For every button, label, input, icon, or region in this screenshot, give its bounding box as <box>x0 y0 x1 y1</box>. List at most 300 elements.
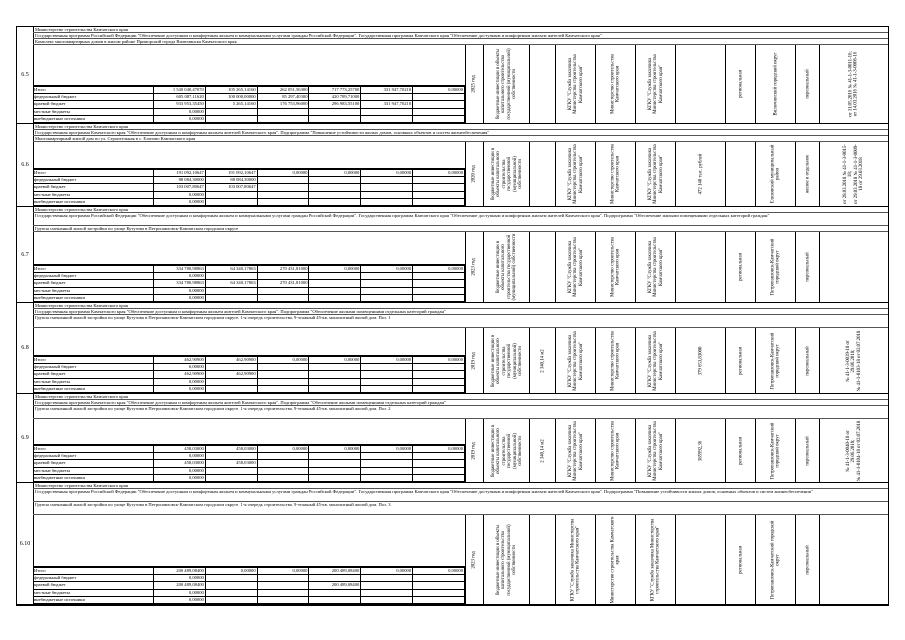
attribute-cell <box>465 45 481 123</box>
amount-cell <box>205 385 257 392</box>
attribute-cell <box>529 142 555 206</box>
amount-cell <box>309 294 361 301</box>
attribute-cell <box>529 515 555 604</box>
row-number: 6.5 <box>17 27 34 123</box>
attribute-text: КГКУ "Служба заказчика Министерства строительства Камчатского края" <box>647 144 664 204</box>
attribute-cell <box>755 515 795 604</box>
amount-cell: 0,00000 <box>205 567 257 574</box>
attribute-text: Петропавловск-Камчатский городской округ <box>770 238 781 296</box>
amount-cell: 0,00000 <box>413 86 465 93</box>
source-label: Итого <box>33 265 154 272</box>
amount-cell <box>257 273 309 280</box>
amount-cell <box>413 101 465 108</box>
source-label: местные бюджеты <box>33 467 154 474</box>
amount-cell: 462,90900 <box>154 356 206 363</box>
amount-cell: 0,00000 <box>257 567 309 574</box>
amount-cell <box>257 474 309 481</box>
attribute-text: Петропавловск-Камчатский городской округ <box>770 422 781 479</box>
table-row <box>33 445 465 452</box>
amount-cell <box>309 184 361 191</box>
amount-cell <box>309 467 361 474</box>
amount-cell <box>413 385 465 392</box>
attribute-cell <box>675 328 725 393</box>
amount-cell: 331 947,70210 <box>361 86 413 93</box>
amount-cell <box>361 460 413 467</box>
table-row <box>33 177 465 184</box>
amount-cell: 1 540 040,47070 <box>154 86 206 93</box>
amount-cell <box>413 589 465 596</box>
attribute-text: КГКУ "Служба заказчика Министерства строительства Камчатского края" <box>650 518 661 601</box>
table-row <box>33 582 465 589</box>
amount-cell <box>361 364 413 371</box>
amount-cell: 5 265,14160 <box>205 101 257 108</box>
amount-cell <box>309 596 361 603</box>
source-label: Итого <box>33 169 154 176</box>
table-row <box>33 596 465 603</box>
attribute-text: персональный <box>804 252 810 282</box>
amount-cell <box>257 575 309 582</box>
attribute-cell <box>529 328 555 393</box>
amount-cell: 270 431,81000 <box>257 265 309 272</box>
amount-cell <box>309 575 361 582</box>
attribute-text: бюджетные инвестиции в объекты капитального строительства государственной (муниципальной) собственности <box>490 424 523 477</box>
attribute-cell <box>529 419 555 482</box>
amount-cell: 200 489,08400 <box>154 582 206 589</box>
attribute-cell <box>595 142 635 206</box>
amount-cell: 933 953,35450 <box>154 101 206 108</box>
attribute-text: персональный <box>804 544 810 575</box>
ministry-label: Министерство строительства Камчатского края <box>33 483 888 489</box>
amount-cell: 0,00000 <box>361 567 413 574</box>
amount-cell: 176 753,96000 <box>257 101 309 108</box>
attribute-cell <box>465 419 481 482</box>
amount-cell: 462,90900 <box>205 371 257 378</box>
amount-cell: 0,00000 <box>154 467 206 474</box>
attribute-text: 2 340,14 м2 <box>539 438 545 463</box>
attribute-text: КГКУ "Служба заказчика Министерства строительства Камчатского края" <box>647 237 664 297</box>
attribute-cell <box>725 419 755 482</box>
amount-cell <box>257 385 309 392</box>
amount-cell <box>309 474 361 481</box>
table-row <box>33 364 465 371</box>
amount-cell <box>257 460 309 467</box>
attribute-cell <box>819 232 888 302</box>
source-label: краевой бюджет <box>33 582 154 589</box>
program-label: Государственная программа Российской Федерации "Обеспечение доступным и комфортным жильем и коммунальными услугами граждан Российской Федерации". Государственная программа Камчатского края "Обеспечение доступным и комфортным жильем жителей Камчатского края". Подпрограмма "Обеспечение жилыми помещениями отдельных категорий граждан" <box>33 213 888 226</box>
amount-cell: 0,00000 <box>257 169 309 176</box>
amount-cell <box>413 184 465 191</box>
amount-cell: 420 789,71000 <box>309 94 361 101</box>
attribute-text: от 11.05.2016 № 41-1-3-0011-16; от 14.03.2016 № 41-1-3-0006-16 <box>848 51 859 117</box>
table-row <box>33 460 465 467</box>
amount-cell: 462,90900 <box>205 356 257 363</box>
ministry-label: Министерство строительства Камчатского края <box>33 27 888 33</box>
amount-cell <box>361 474 413 481</box>
attribute-cell <box>465 142 481 206</box>
source-label: внебюджетные источники <box>33 294 154 301</box>
amount-cell <box>413 364 465 371</box>
amount-cell: 0,00000 <box>257 445 309 452</box>
attribute-text: персональный <box>804 69 810 99</box>
table-row <box>33 115 465 122</box>
amount-cell <box>205 575 257 582</box>
row-number: 6.10 <box>17 483 34 604</box>
attribute-cell <box>675 232 725 302</box>
attribute-cell <box>529 232 555 302</box>
amount-cell <box>309 453 361 460</box>
table-row <box>33 184 465 191</box>
amount-cell: 0,00000 <box>154 364 206 371</box>
amount-cell <box>413 94 465 101</box>
finance-table <box>33 355 465 393</box>
amount-cell <box>413 467 465 474</box>
amount-cell <box>413 582 465 589</box>
attribute-cell <box>465 328 481 393</box>
amount-cell <box>205 453 257 460</box>
source-label: федеральный бюджет <box>33 575 154 582</box>
source-label: федеральный бюджет <box>33 94 154 101</box>
amount-cell <box>361 385 413 392</box>
amount-cell: 0,00000 <box>413 265 465 272</box>
amount-cell <box>361 108 413 115</box>
attribute-cell <box>595 328 635 393</box>
amount-cell <box>361 198 413 205</box>
amount-cell: 191 092,10647 <box>154 169 206 176</box>
attribute-text: КГКУ "Служба заказчика Министерства строительства Камчатского края" <box>647 54 664 114</box>
attribute-cell <box>635 328 675 393</box>
amount-cell <box>361 371 413 378</box>
amount-cell: 0,00000 <box>361 445 413 452</box>
attribute-cell <box>555 419 595 482</box>
attribute-cell <box>819 515 888 604</box>
source-label: федеральный бюджет <box>33 453 154 460</box>
amount-cell <box>309 364 361 371</box>
amount-cell <box>361 191 413 198</box>
amount-cell <box>361 467 413 474</box>
amount-cell <box>309 589 361 596</box>
attribute-cell <box>483 142 529 206</box>
amount-cell: 0,00000 <box>154 191 206 198</box>
object-label: Комплекс многоквартирных домов в жилом районе Приморский города Вилючинска Камчатского края <box>33 39 888 45</box>
row-number: 6.8 <box>17 303 34 393</box>
amount-cell: 458,03000 <box>154 445 206 452</box>
attribute-text: КГКУ "Служба заказчика Министерства строительства Камчатского края" <box>567 54 584 114</box>
attribute-text: 2019 год <box>470 441 476 460</box>
amount-cell <box>413 287 465 294</box>
attribute-cell <box>465 232 481 302</box>
amount-cell <box>361 294 413 301</box>
amount-cell <box>205 582 257 589</box>
attribute-cell <box>555 515 595 604</box>
attribute-text: 2025 год <box>470 75 476 93</box>
attribute-text: жилое и отдельное <box>804 154 810 194</box>
amount-cell: 0,00000 <box>309 169 361 176</box>
attribute-text: Министерство строительства Камчатского края <box>610 420 621 481</box>
amount-cell <box>361 184 413 191</box>
table-row <box>33 108 465 115</box>
amount-cell: 0,00000 <box>309 265 361 272</box>
amount-cell <box>309 115 361 122</box>
amount-cell: 103 007,80647 <box>205 184 257 191</box>
amount-cell: 103 007,80647 <box>154 184 206 191</box>
amount-cell <box>361 596 413 603</box>
amount-cell <box>361 589 413 596</box>
amount-cell <box>309 378 361 385</box>
amount-cell <box>257 589 309 596</box>
source-label: краевой бюджет <box>33 460 154 467</box>
amount-cell <box>309 191 361 198</box>
table-row <box>33 575 465 582</box>
attribute-cell <box>555 45 595 123</box>
amount-cell <box>257 596 309 603</box>
attribute-cell <box>755 45 795 123</box>
amount-cell <box>413 575 465 582</box>
table-section <box>17 394 888 483</box>
amount-cell: 88 084,30000 <box>154 177 206 184</box>
source-label: внебюджетные источники <box>33 115 154 122</box>
table-row <box>33 385 465 392</box>
attribute-cell <box>595 232 635 302</box>
amount-cell <box>413 177 465 184</box>
amount-cell <box>205 198 257 205</box>
amount-cell <box>413 474 465 481</box>
amount-cell <box>257 177 309 184</box>
amount-cell <box>257 467 309 474</box>
table-section <box>17 207 888 303</box>
attribute-cell <box>675 419 725 482</box>
amount-cell: 458,03000 <box>205 460 257 467</box>
amount-cell: 331 947,70210 <box>361 101 413 108</box>
attribute-text: региональная <box>737 253 743 281</box>
attribute-text: Министерство строительства Камчатского края <box>610 144 621 204</box>
amount-cell <box>257 294 309 301</box>
amount-cell: 0,00000 <box>413 445 465 452</box>
source-label: федеральный бюджет <box>33 273 154 280</box>
program-label: Государственная программа Российской Федерации "Обеспечение доступным и комфортным жильем и коммунальными услугами граждан Российской Федерации". Государственная программа Камчатского края "Обеспечение доступным и комфортным жильем жителей Камчатского края" <box>33 33 888 39</box>
source-label: местные бюджеты <box>33 191 154 198</box>
amount-cell: 0,00000 <box>361 265 413 272</box>
attribute-cell <box>725 232 755 302</box>
source-label: краевой бюджет <box>33 184 154 191</box>
amount-cell: 0,00000 <box>154 198 206 205</box>
amount-cell <box>413 378 465 385</box>
attribute-cell <box>725 515 755 604</box>
amount-cell: 88 084,30000 <box>205 177 257 184</box>
table-row <box>33 265 465 272</box>
attribute-cell <box>483 45 529 123</box>
amount-cell: 200 489,08400 <box>154 567 206 574</box>
source-label: внебюджетные источники <box>33 596 154 603</box>
table-row <box>33 356 465 363</box>
amount-cell: 270 431,81000 <box>257 280 309 287</box>
attribute-text: 2020 год <box>470 165 476 183</box>
attribute-cell <box>795 232 819 302</box>
attribute-text: Министерство строительства Камчатского края <box>610 330 621 391</box>
attribute-text: бюджетные инвестиции в объекты капитального строительства государственной (муниципальной) собственности <box>490 334 523 387</box>
amount-cell: 0,00000 <box>154 273 206 280</box>
table-row <box>33 86 465 93</box>
amount-cell: 334 780,98863 <box>154 280 206 287</box>
attribute-cell <box>483 328 529 393</box>
attribute-cell <box>755 328 795 393</box>
object-label: Группа смешанной жилой застройки по улице Кутузова в Петропавловск-Камчатском городском округе. 1-я очередь строительства. 9-этажный 45-кв. монолитный жилой дом. Поз. 3 <box>33 502 888 515</box>
amount-cell: 105 265,14160 <box>205 86 257 93</box>
amount-cell: 0,00000 <box>154 378 206 385</box>
table-row <box>33 467 465 474</box>
attribute-text: Министерство строительства Камчатского края <box>610 237 621 297</box>
amount-cell <box>205 589 257 596</box>
table-row <box>33 101 465 108</box>
amount-cell <box>257 287 309 294</box>
amount-cell: 717 773,25700 <box>309 86 361 93</box>
amount-cell <box>257 371 309 378</box>
table-row <box>33 273 465 280</box>
attribute-cell <box>755 232 795 302</box>
amount-cell: 200 489,08400 <box>309 582 361 589</box>
table-row <box>33 280 465 287</box>
attribute-cell <box>595 515 635 604</box>
attribute-text: КГКУ "Служба заказчика Министерства строительства Камчатского края" <box>567 420 584 481</box>
attribute-cell <box>819 45 888 123</box>
program-label: Государственная программа Российской Федерации "Обеспечение доступным и комфортным жильем и коммунальными услугами граждан Российской Федерации". Государственная программа Камчатского края "Обеспечение доступным и комфортным жильем жителей Камчатского края". Подпрограмма "Повышение устойчивости жилых домов, основных объектов и систем жизнеобеспечения" <box>33 489 888 502</box>
amount-cell <box>361 453 413 460</box>
amount-cell <box>413 371 465 378</box>
attribute-cell <box>555 142 595 206</box>
amount-cell <box>309 385 361 392</box>
amount-cell <box>413 596 465 603</box>
row-number: 6.9 <box>17 394 34 482</box>
attribute-text: бюджетные инвестиции в объекты капитального строительства государственной (муниципальной) собственности <box>490 147 523 201</box>
attribute-cell <box>795 515 819 604</box>
source-label: краевой бюджет <box>33 371 154 378</box>
amount-cell: 0,00000 <box>154 575 206 582</box>
amount-cell: 0,00000 <box>154 596 206 603</box>
amount-cell <box>361 287 413 294</box>
table-row <box>33 94 465 101</box>
attribute-text: Петропавловск-Камчатский городской округ <box>770 332 781 389</box>
source-label: Итого <box>33 567 154 574</box>
finance-table <box>33 264 465 302</box>
attribute-cell <box>819 419 888 482</box>
attribute-text: 379 653,83000 <box>697 346 703 375</box>
amount-cell <box>361 378 413 385</box>
attribute-cell <box>675 45 725 123</box>
amount-cell: 85 297,40300 <box>257 94 309 101</box>
attribute-text: бюджетные инвестиции в объекты капитального строительства государственной (муниципальной) собственности <box>495 233 517 301</box>
attribute-cell <box>725 45 755 123</box>
row-number: 6.6 <box>17 124 34 206</box>
attribute-text: региональная <box>737 70 743 98</box>
attribute-cell <box>675 142 725 206</box>
amount-cell <box>257 108 309 115</box>
source-label: Итого <box>33 86 154 93</box>
attribute-cell <box>465 515 481 604</box>
amount-cell <box>309 198 361 205</box>
amount-cell <box>309 280 361 287</box>
table-row <box>33 287 465 294</box>
amount-cell <box>205 287 257 294</box>
attribute-cell <box>635 419 675 482</box>
attribute-cell <box>795 45 819 123</box>
attribute-cell <box>529 45 555 123</box>
amount-cell <box>205 364 257 371</box>
table-row <box>33 453 465 460</box>
source-label: Итого <box>33 356 154 363</box>
amount-cell <box>361 280 413 287</box>
attribute-text: КГКУ "Служба заказчика Министерства строительства Камчатского края" <box>567 237 584 297</box>
finance-table <box>33 168 465 206</box>
amount-cell <box>361 177 413 184</box>
amount-cell <box>413 191 465 198</box>
amount-cell: 0,00000 <box>361 356 413 363</box>
attribute-cell <box>795 419 819 482</box>
table-row <box>33 378 465 385</box>
amount-cell: 0,00000 <box>154 115 206 122</box>
amount-cell <box>257 364 309 371</box>
amount-cell <box>257 191 309 198</box>
source-label: местные бюджеты <box>33 287 154 294</box>
source-label: местные бюджеты <box>33 378 154 385</box>
source-label: внебюджетные источники <box>33 198 154 205</box>
amount-cell <box>257 378 309 385</box>
attribute-text: Министерство строительства Камчатского края <box>610 54 621 114</box>
attribute-text: КГКУ "Служба заказчика Министерства строительства Камчатского края" <box>567 144 584 204</box>
table-row <box>33 567 465 574</box>
attribute-text: КГКУ "Служба заказчика Министерства строительства Камчатского края" <box>567 330 584 391</box>
attribute-cell <box>819 142 888 206</box>
amount-cell <box>413 453 465 460</box>
attribute-text: бюджетные инвестиции в объекты капитального строительства государственной (муниципальной) собственности <box>495 48 517 120</box>
amount-cell <box>413 280 465 287</box>
table-row <box>33 191 465 198</box>
table-row <box>33 589 465 596</box>
object-label: Группа смешанной жилой застройки по улице Кутузова в Петропавловск-Камчатском городском округе. 1-я очередь строительства. 9-этажный 45-кв. монолитный жилой дом. Поз. 2 <box>33 406 888 419</box>
amount-cell <box>257 184 309 191</box>
attribute-cell <box>555 328 595 393</box>
source-label: Итого <box>33 445 154 452</box>
amount-cell: 64 340,17863 <box>205 280 257 287</box>
attribute-text: региональная <box>737 346 743 375</box>
attribute-cell <box>795 328 819 393</box>
amount-cell: 0,00000 <box>309 356 361 363</box>
amount-cell: 605 087,11620 <box>154 94 206 101</box>
attribute-cell <box>675 515 725 604</box>
amount-cell: 0,00000 <box>154 294 206 301</box>
source-label: краевой бюджет <box>33 280 154 287</box>
source-label: краевой бюджет <box>33 101 154 108</box>
table-section <box>17 124 888 207</box>
amount-cell: 200 489,08400 <box>309 567 361 574</box>
object-label: Группа смешанной жилой застройки по улице Кутузова в Петропавловск-Камчатском городском округе. 1-я очередь строительства. 9-этажный 45-кв. монолитный жилой дом. Поз. 1 <box>33 315 888 328</box>
amount-cell <box>257 198 309 205</box>
attribute-cell <box>725 328 755 393</box>
attribute-cell <box>595 45 635 123</box>
amount-cell <box>205 467 257 474</box>
attribute-text: 2 340,14 м2 <box>539 348 545 373</box>
source-label: федеральный бюджет <box>33 364 154 371</box>
amount-cell: 64 340,17863 <box>205 265 257 272</box>
amount-cell: 296 983,55100 <box>309 101 361 108</box>
amount-cell: 0,00000 <box>154 453 206 460</box>
attribute-text: бюджетные инвестиции в объекты капитального строительства государственной (муниципальной) собственности <box>495 523 517 596</box>
attribute-text: региональная <box>737 545 743 574</box>
amount-cell <box>257 453 309 460</box>
amount-cell: 0,00000 <box>154 589 206 596</box>
table-row <box>33 371 465 378</box>
ministry-label: Министерство строительства Камчатского края <box>33 394 888 400</box>
amount-cell <box>309 108 361 115</box>
amount-cell: 334 780,98863 <box>154 265 206 272</box>
